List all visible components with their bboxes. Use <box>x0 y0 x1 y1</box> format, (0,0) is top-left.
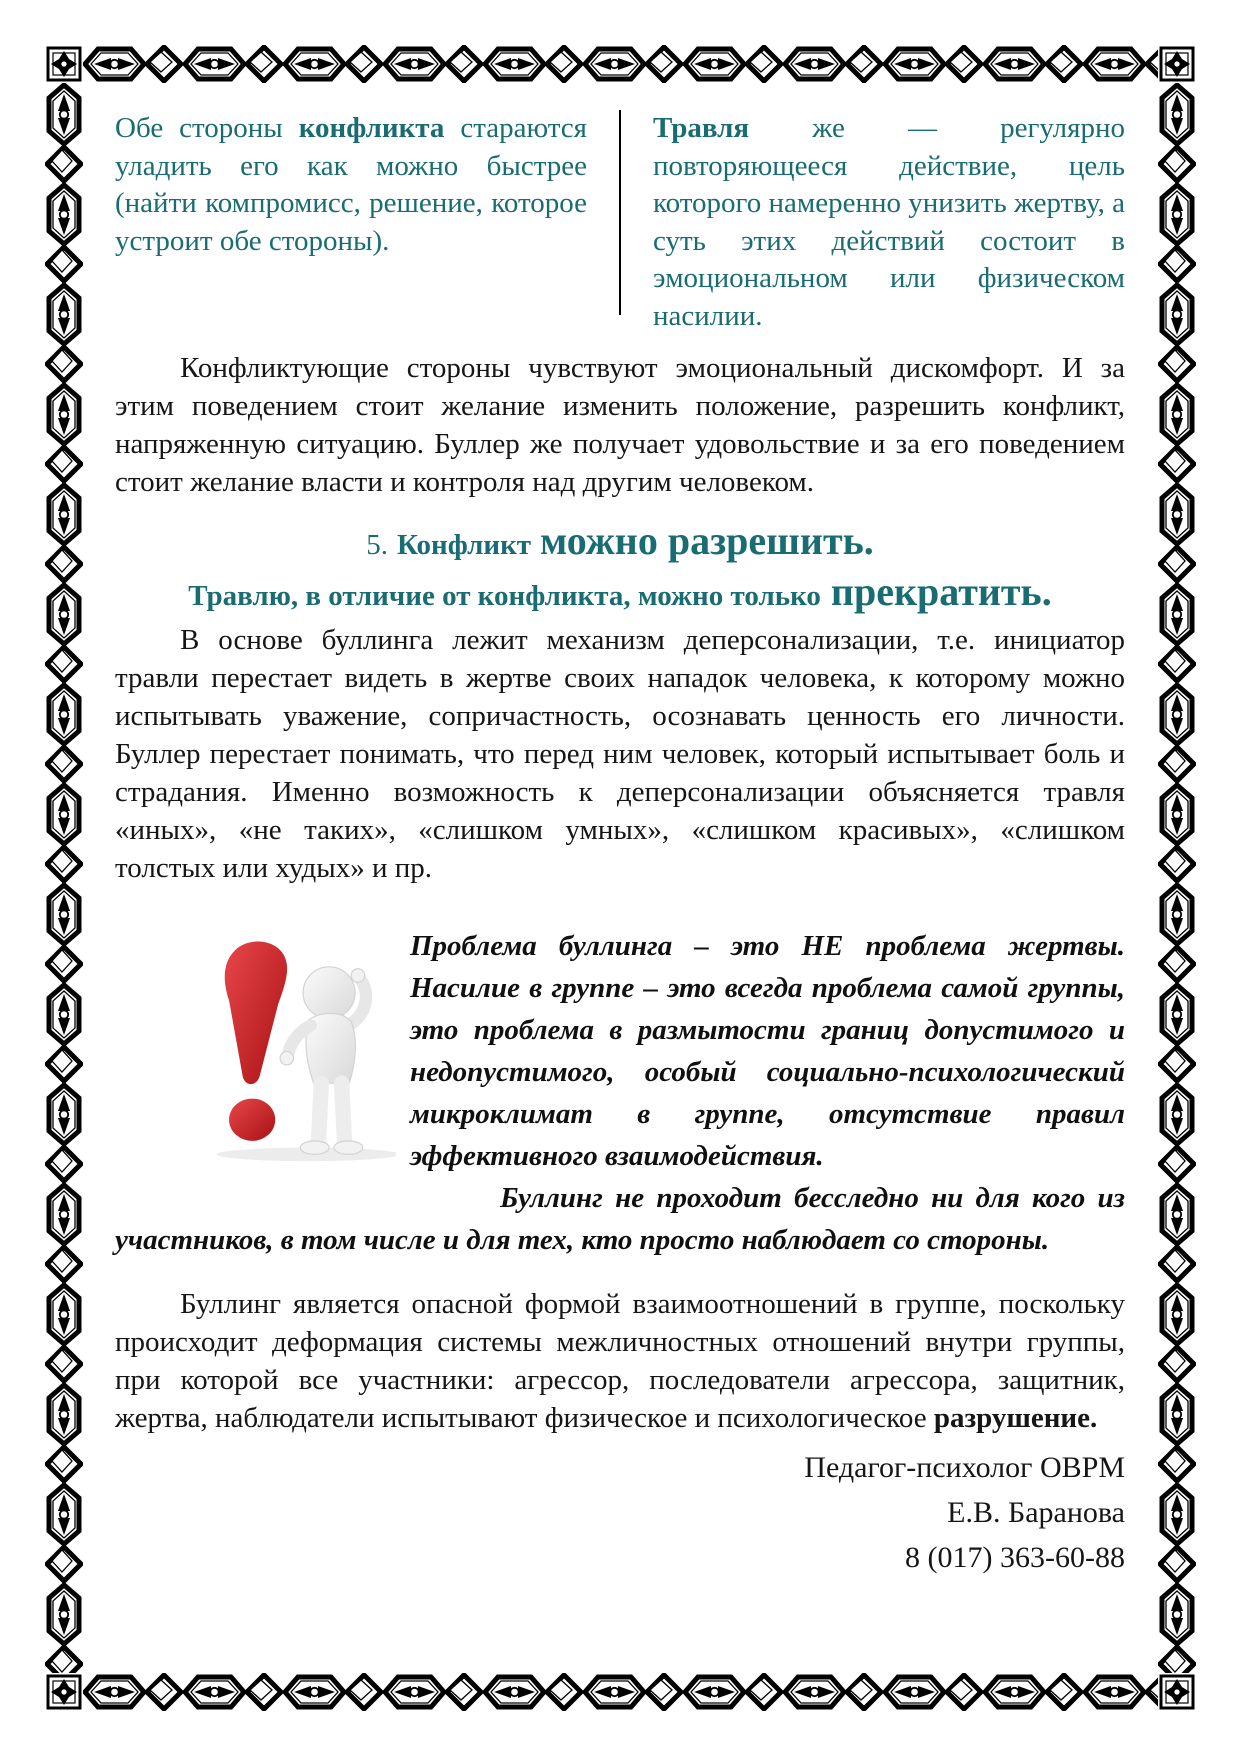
bullying-column-bold-word: Травля <box>653 112 750 144</box>
conflict-column-text-post: стараются уладить его как можно быстрее (найти компромисс, решение, которое устроит обе стороны). <box>115 112 587 257</box>
exclamation-figure-image <box>191 937 396 1163</box>
bullying-column <box>653 110 1125 335</box>
exclamation-figure-icon <box>191 937 396 1163</box>
ornamental-border-corner-icon <box>45 1673 83 1711</box>
conflict-column-bold-word: конфликта <box>298 112 445 144</box>
paragraph-bullying-danger <box>115 1285 1125 1437</box>
column-divider <box>619 110 621 315</box>
content-area <box>115 98 1125 1580</box>
signature-role: Педагог-психолог ОВРМ <box>804 1451 1125 1484</box>
comparison-columns <box>115 110 1125 335</box>
exclamation-mark-icon <box>225 942 287 1085</box>
signature-name: Е.В. Баранова <box>947 1496 1125 1529</box>
heading-word: Конфликт <box>396 529 532 561</box>
ornamental-border-right-icon <box>1158 83 1196 1673</box>
heading-conflict-resolvable <box>115 517 1125 569</box>
paragraph-bullying-danger-text: Буллинг является опасной формой взаимоотношений в группе, поскольку происходит деформация системы межличностных отношений внутри группы, при которой все участники: агрессор, последователи агрессора, защитник, жертва, наблюдатели испытывают физическое и психологическое <box>115 1288 1125 1434</box>
subheading-large-text: прекратить. <box>830 569 1052 614</box>
callout-bullying-problem <box>115 925 1125 1261</box>
paragraph-conflict-sides: Конфликтующие стороны чувствуют эмоциональный дискомфорт. И за этим поведением стоит желание изменить положение, разрешить конфликт, напряженную ситуацию. Буллер же получает удовольствие и за его поведением стоит желание власти и контроля над другим человеком. <box>115 352 1125 498</box>
heading-number: 5. <box>366 529 388 561</box>
ornamental-border-left-icon <box>45 83 83 1673</box>
cartoon-figure-icon <box>280 967 366 1155</box>
heading-large-text: можно разрешить. <box>540 518 874 563</box>
callout-text-part1: Проблема буллинга – это НЕ проблема жертвы. Насилие в группе – это всегда проблема самой группы, это проблема в размытости границ допустимого и недопустимого, особый социально-психологический микроклимат в группе, отсутствие правил эффективного взаимодействия. <box>410 930 1125 1172</box>
subheading-lead-text: Травлю, в отличие от конфликта, можно только <box>188 580 821 612</box>
callout-text-part2: Буллинг не проходит бесследно ни для кого из участников, в том числе и для тех, кто просто наблюдает со стороны. <box>115 1182 1125 1256</box>
ornamental-border-bottom-icon <box>83 1673 1158 1711</box>
subheading-bullying-stoppable <box>115 569 1125 619</box>
ornamental-border-corner-icon <box>45 45 83 83</box>
paragraph-depersonalization: В основе буллинга лежит механизм деперсонализации, т.е. инициатор травли перестает видеть в жертве своих нападок человека, к которому можно испытывать уважение, сопричастность, осознавать ценность его личности. Буллер перестает понимать, что перед ним человек, который испытывает боль и страдания. Именно возможность к деперсонализации объясняется травля «иных», «не таких», «слишком умных», «слишком красивых», «слишком толстых или худых» и пр. <box>115 624 1125 884</box>
conflict-column-text-pre: Обе стороны <box>115 112 299 144</box>
column-gap <box>587 110 653 335</box>
bullying-column-text: же — регулярно повторяющееся действие, цель которого намеренно унизить жертву, а суть этих действий состоит в эмоциональном или физическом насилии. <box>653 112 1125 332</box>
ornamental-border-corner-icon <box>1158 1673 1196 1711</box>
ornamental-border-top-icon <box>83 45 1158 83</box>
signature-block <box>115 1445 1125 1580</box>
ornamental-border-corner-icon <box>1158 45 1196 83</box>
paragraph-bullying-danger-bold: разрушение. <box>933 1402 1098 1434</box>
signature-phone: 8 (017) 363-60-88 <box>905 1541 1125 1574</box>
conflict-column <box>115 110 587 260</box>
